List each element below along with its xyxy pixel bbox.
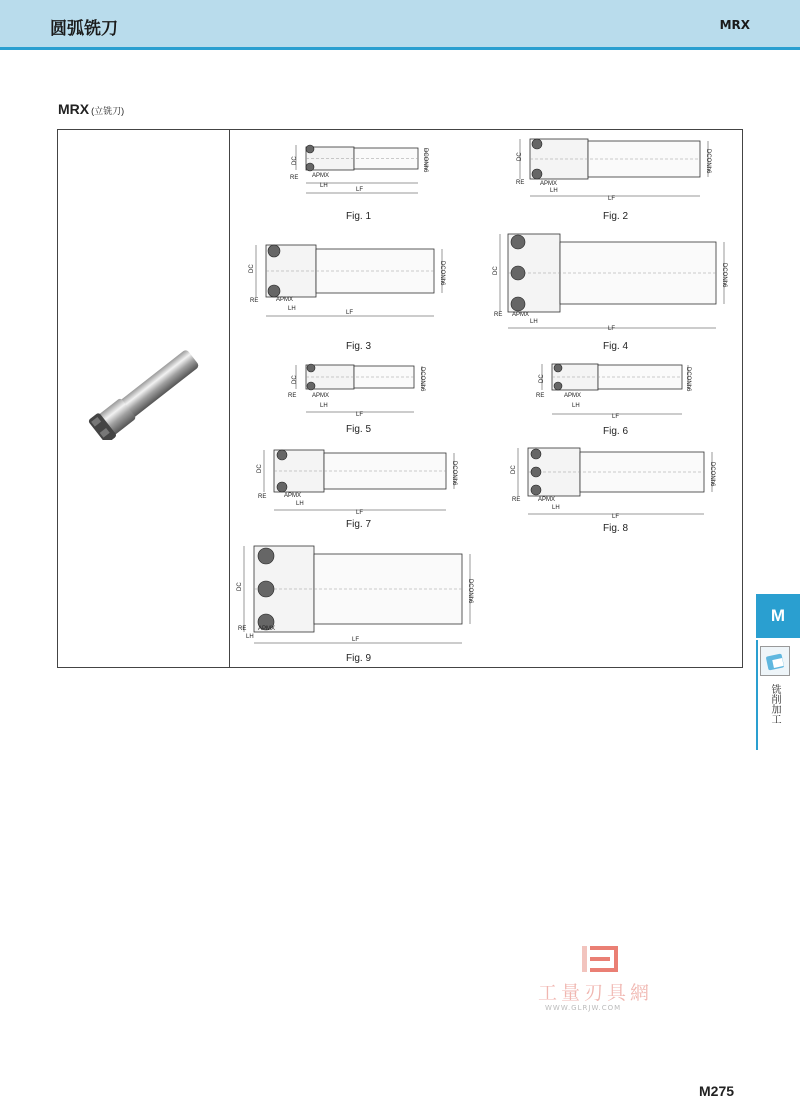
fig3-dc-label: DC [249,264,255,273]
fig4-dcon-label: DCONh6 [721,263,727,288]
fig9-lf-label: LF [352,637,360,643]
fig4-dc-label: DC [493,266,499,275]
page-header [0,0,800,50]
figure-6-diagram [534,360,700,420]
fig3-re-label: RE [250,298,259,304]
fig3-dcon-label: DCONh6 [439,261,445,286]
figure-8-diagram [508,442,724,520]
fig9-apmx-label: APMX [258,626,276,632]
fig6-lf-label: LF [612,414,620,420]
header-product-code: MRX [719,18,750,32]
figure-9-diagram [232,540,488,648]
fig7-re-label: RE [258,494,267,500]
figure-8-caption: Fig. 8 [603,523,629,534]
fig1-lf-label: LF [356,187,364,193]
fig9-lh-label: LH [246,634,254,640]
fig1-re-label: RE [290,175,299,181]
figure-4-diagram [490,230,744,334]
page-number: M275 [699,1083,735,1099]
section-title-sub: (立铣刀) [91,106,125,116]
figure-4-caption: Fig. 4 [603,341,629,352]
section-title [58,101,124,119]
watermark-logo [578,944,624,974]
fig5-apmx-label: APMX [312,393,330,399]
watermark-url: WWW.GLRJW.COM [545,1004,622,1012]
fig4-apmx-label: APMX [512,312,530,318]
fig1-dcon-label: DCONh6 [422,148,428,173]
watermark-name: 工量刃具網 [538,982,654,1004]
fig5-dc-label: DC [292,375,298,384]
fig3-apmx-label: APMX [276,297,294,303]
fig6-dcon-label: DCONh6 [685,367,691,392]
fig7-apmx-label: APMX [284,493,302,499]
section-title-main: MRX [58,101,90,117]
fig8-lf-label: LF [612,514,620,520]
figure-5-caption: Fig. 5 [346,424,372,435]
figure-7-caption: Fig. 7 [346,519,372,530]
fig8-dc-label: DC [511,465,517,474]
side-accent-bar [756,640,758,750]
milling-insert-icon [760,646,790,676]
fig6-lh-label: LH [572,403,580,409]
fig5-re-label: RE [288,393,297,399]
fig8-lh-label: LH [552,505,560,511]
fig7-dc-label: DC [257,464,263,473]
fig4-lf-label: LF [608,326,616,332]
figure-2-caption: Fig. 2 [603,211,629,222]
fig8-re-label: RE [512,497,521,503]
figure-3-diagram [244,238,458,322]
figure-5-diagram [286,360,442,418]
figure-6-caption: Fig. 6 [603,426,629,437]
figure-9-caption: Fig. 9 [346,653,372,664]
figure-1-caption: Fig. 1 [346,211,372,222]
fig1-apmx-label: APMX [312,173,330,179]
fig1-dc-label: DC [292,156,298,165]
figure-2-diagram [512,134,722,204]
fig6-apmx-label: APMX [564,393,582,399]
figure-3-caption: Fig. 3 [346,341,372,352]
fig6-dc-label: DC [539,374,545,383]
fig4-lh-label: LH [530,319,538,325]
fig3-lf-label: LF [346,310,354,316]
fig7-dcon-label: DCONh6 [451,461,457,486]
side-category-label: 铣削加工 [769,684,780,724]
figure-1-diagram [286,138,442,203]
fig2-lh-label: LH [550,188,558,194]
fig2-dcon-label: DCONh6 [705,149,711,174]
fig2-dc-label: DC [517,152,523,161]
fig9-dcon-label: DCONh6 [467,579,473,604]
fig7-lh-label: LH [296,501,304,507]
fig6-re-label: RE [536,393,545,399]
section-tab-m[interactable]: M [756,594,800,638]
fig2-re-label: RE [516,180,525,186]
fig3-lh-label: LH [288,306,296,312]
fig5-dcon-label: DCONh6 [419,367,425,392]
fig8-dcon-label: DCONh6 [709,462,715,487]
fig5-lf-label: LF [356,412,364,418]
fig5-lh-label: LH [320,403,328,409]
header-title: 圆弧铣刀 [50,19,118,39]
fig1-lh-label: LH [320,183,328,189]
fig2-apmx-label: APMX [540,181,558,187]
frame-divider [229,129,230,668]
fig2-lf-label: LF [608,196,616,202]
figure-7-diagram [252,444,468,516]
fig7-lf-label: LF [356,510,364,516]
fig9-re-label: RE [238,626,247,632]
fig8-apmx-label: APMX [538,497,556,503]
fig9-dc-label: DC [237,582,243,591]
fig4-re-label: RE [494,312,503,318]
product-image [80,350,210,440]
